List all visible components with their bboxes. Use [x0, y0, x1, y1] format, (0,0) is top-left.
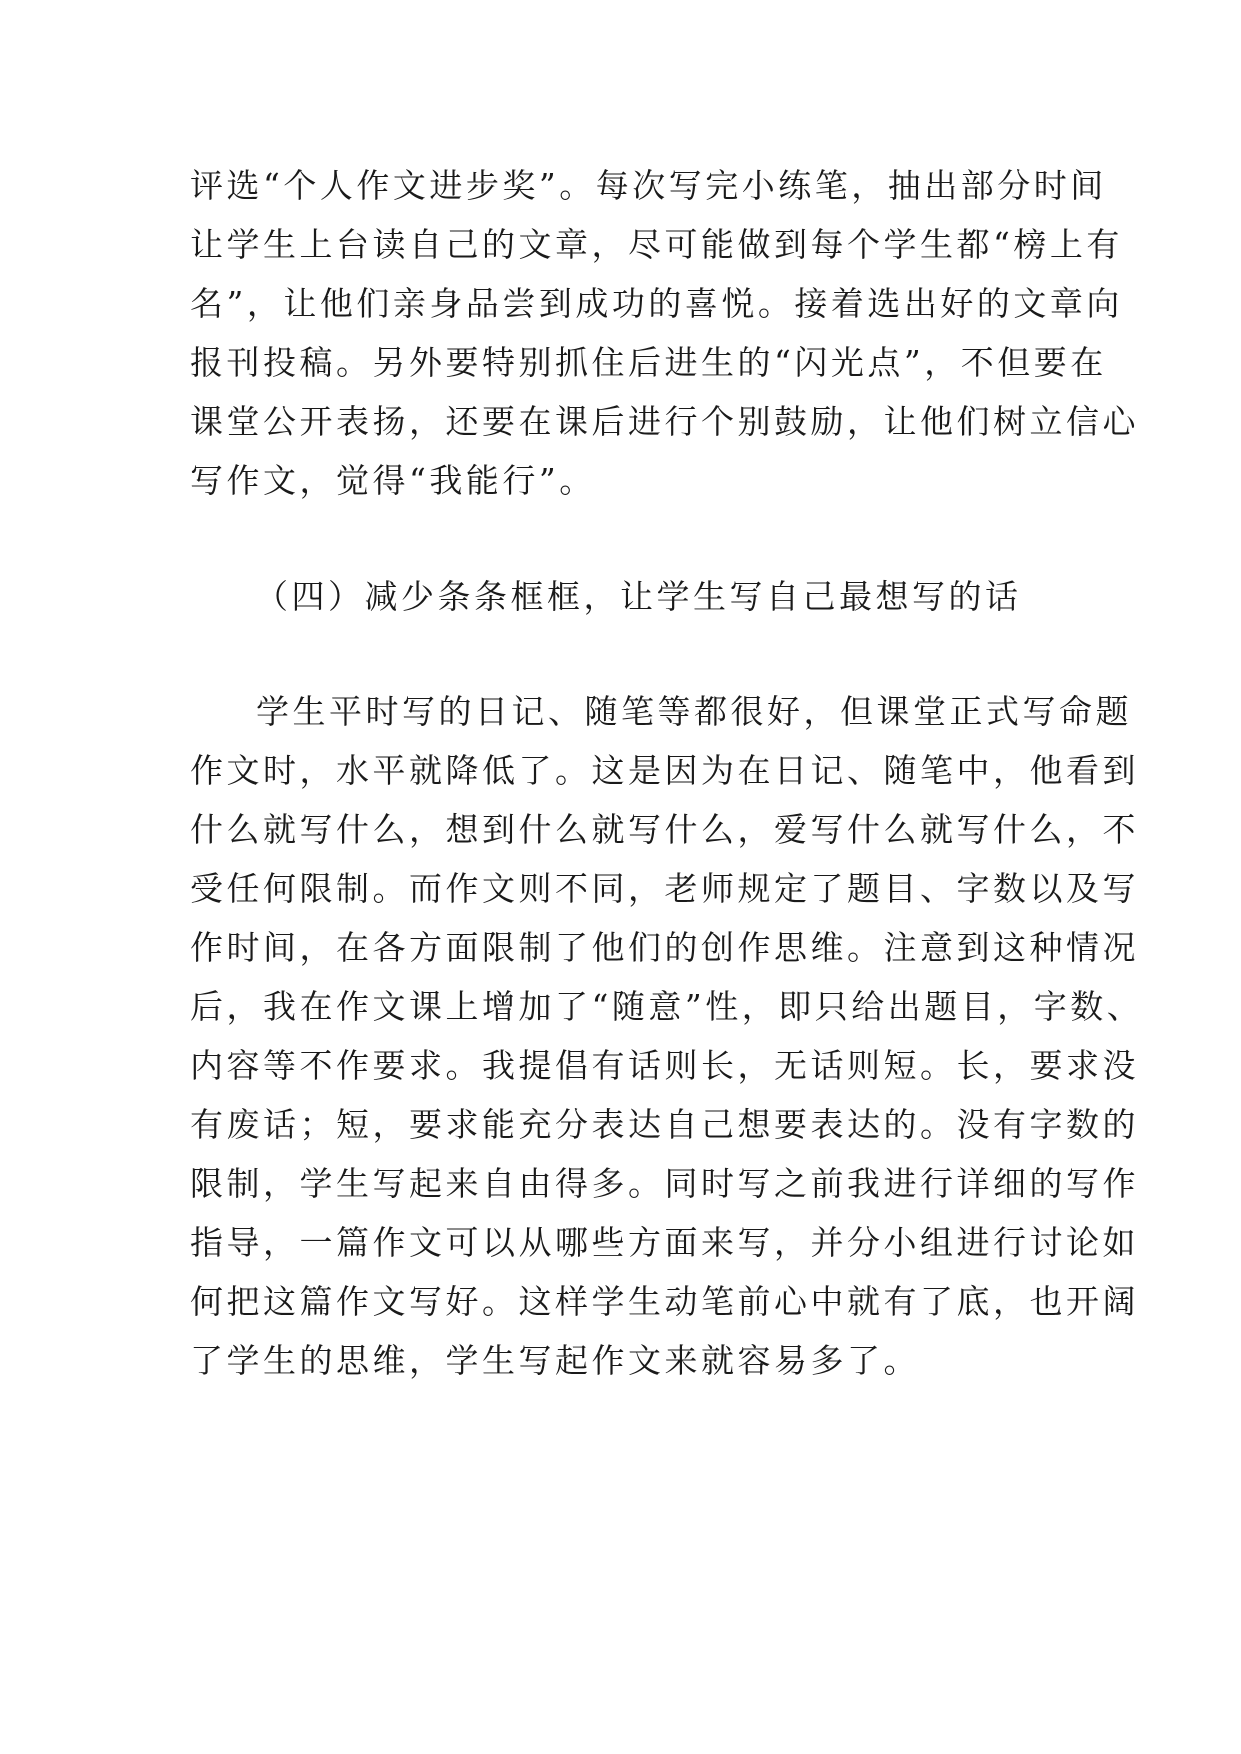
paragraph-line: 课堂公开表扬，还要在课后进行个别鼓励，让他们树立信心: [190, 402, 1139, 441]
paragraph-line: 作文时，水平就降低了。这是因为在日记、随笔中，他看到: [190, 751, 1139, 790]
paragraph-line: 写作文，觉得“我能行”。: [190, 461, 596, 500]
paragraph-line: 指导，一篇作文可以从哪些方面来写，并分小组进行讨论如: [190, 1223, 1139, 1262]
paragraph-line: 后，我在作文课上增加了“随意”性，即只给出题目，字数、: [190, 987, 1144, 1026]
paragraph-line: 受任何限制。而作文则不同，老师规定了题目、字数以及写: [190, 869, 1139, 908]
paragraph-line: 何把这篇作文写好。这样学生动笔前心中就有了底，也开阔: [190, 1282, 1139, 1321]
paragraph-line: 什么就写什么，想到什么就写什么，爱写什么就写什么，不: [190, 810, 1139, 849]
paragraph-line: 让学生上台读自己的文章，尽可能做到每个学生都“榜上有: [190, 225, 1123, 264]
paragraph-line: 有废话；短，要求能充分表达自己想要表达的。没有字数的: [190, 1105, 1139, 1144]
paragraph-line: 作时间，在各方面限制了他们的创作思维。注意到这种情况: [190, 928, 1139, 967]
paragraph-line: 了学生的思维，学生写起作文来就容易多了。: [190, 1341, 920, 1380]
paragraph-free-writing: [190, 682, 1144, 1390]
paragraph-line: 评选“个人作文进步奖”。每次写完小练笔，抽出部分时间: [190, 166, 1107, 205]
paragraph-line: 报刊投稿。另外要特别抓住后进生的“闪光点”，不但要在: [190, 343, 1107, 382]
paragraph-line: 限制，学生写起来自由得多。同时写之前我进行详细的写作: [190, 1164, 1139, 1203]
section-heading: （四）减少条条框框，让学生写自己最想写的话: [255, 577, 1022, 616]
paragraph-line: 学生平时写的日记、随笔等都很好，但课堂正式写命题: [256, 692, 1132, 731]
paragraph-line: 内容等不作要求。我提倡有话则长，无话则短。长，要求没: [190, 1046, 1139, 1085]
paragraph-line: 名”，让他们亲身品尝到成功的喜悦。接着选出好的文章向: [190, 284, 1123, 323]
paragraph-awards: [190, 156, 1139, 510]
